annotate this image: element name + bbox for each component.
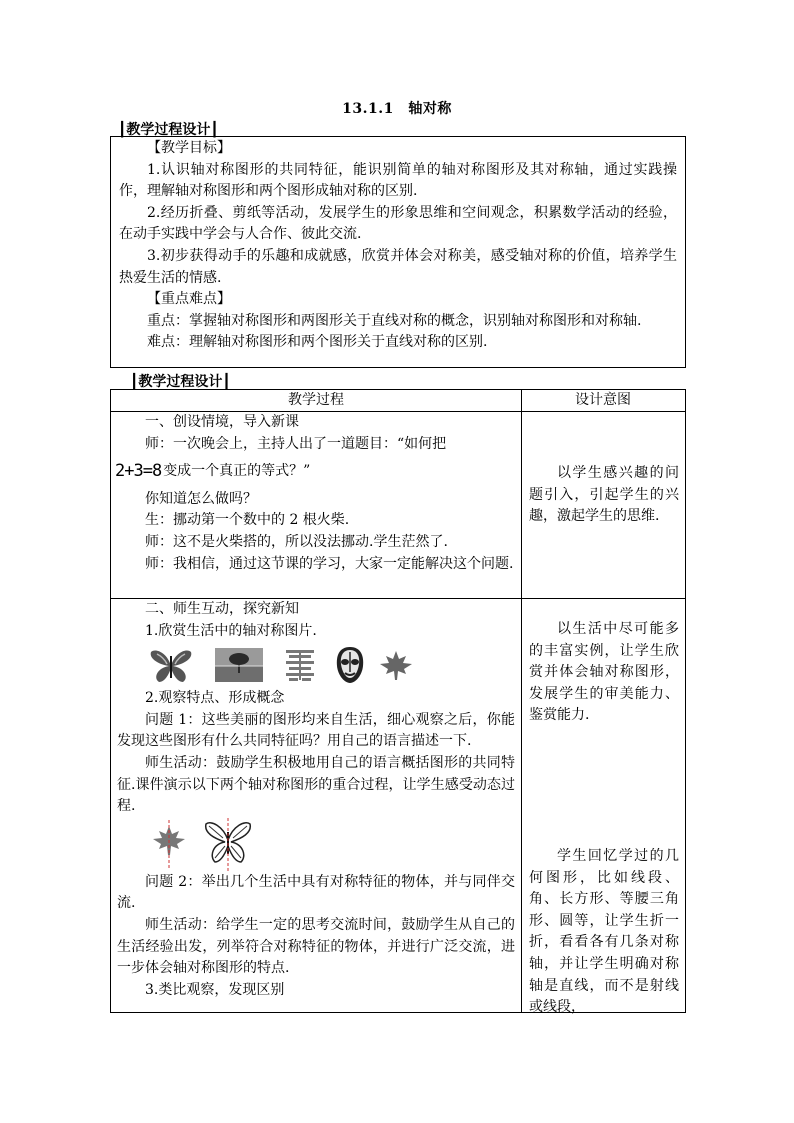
row2-s2: 2.观察特点、形成概念 xyxy=(145,690,285,707)
page-title: 13.1.1 轴对称 xyxy=(342,101,452,117)
objectives-heading: 【教学目标】 xyxy=(147,140,231,156)
section-label-objectives: ┃教学过程设计┃ xyxy=(118,122,219,138)
key-point: 重点：掌握轴对称图形和两图形关于直线对称的概念，识别轴对称图形和对称轴. xyxy=(147,312,642,329)
matchstick-equation: 2+3=8 xyxy=(115,461,162,482)
difficult-point: 难点：理解轴对称图形和两个图形关于直线对称的区别. xyxy=(147,334,488,351)
opera-mask-icon xyxy=(335,646,365,684)
section-label-process: ┃教学过程设计┃ xyxy=(130,374,231,390)
column-divider xyxy=(521,390,522,1012)
row2-intent1-text: 以生活中尽可能多的丰富实例，让学生欣赏并体会轴对称图形，发展学生的审美能力、鉴赏能力. xyxy=(529,621,679,724)
row2-intent-1 xyxy=(529,619,679,727)
row1-p1: 师：一次晚会上，主持人出了一道题目：“如何把 xyxy=(145,435,447,452)
row2-s1: 1.欣赏生活中的轴对称图片. xyxy=(145,622,317,639)
row1-p6: 师：我相信，通过这节课的学习，大家一定能解决这个问题. xyxy=(145,555,514,572)
objective-item-3: 3.初步获得动手的乐趣和成就感，欣赏并体会对称美，感受轴对称的价值，培养学生热爱生活的情感. xyxy=(119,247,677,286)
row2-s3: 3.类比观察，发现区别 xyxy=(145,981,285,998)
row1-intent xyxy=(529,463,679,528)
maple-leaf-icon xyxy=(379,650,413,682)
objectives-box xyxy=(110,136,686,368)
row1-p2: 变成一个真正的等式？” xyxy=(163,463,311,480)
objective-item-1: 1.认识轴对称图形的共同特征，能识别简单的轴对称图形及其对称轴，通过实践操作，理解轴对称图形和两个图形成轴对称的区别. xyxy=(119,161,677,200)
row1-process xyxy=(117,412,515,575)
process-table xyxy=(110,389,686,1016)
symmetric-images-row xyxy=(117,642,515,688)
row2-heading: 二、师生互动，探究新知 xyxy=(145,601,299,617)
row1-equation-line xyxy=(117,461,515,483)
row2-a1: 师生活动：鼓励学生积极地用自己的语言概括图形的共同特征.课件演示以下两个轴对称图形的重合过程，让学生感受动态过程. xyxy=(117,754,515,815)
row2-q2: 问题 2：举出几个生活中具有对称特征的物体，并与同伴交流. xyxy=(117,873,515,912)
row1-p3: 你知道怎么做吗？ xyxy=(145,490,257,507)
row2-q1: 问题 1：这些美丽的图形均来自生活，细心观察之后，你能发现这些图形有什么共同特征吗？用自己的语言描述一下. xyxy=(117,711,515,750)
row1-p4: 生：挪动第一个数中的 2 根火柴. xyxy=(145,512,350,529)
double-happiness-icon xyxy=(283,648,317,682)
key-difficulty-heading: 【重点难点】 xyxy=(147,291,231,308)
header-process: 教学过程 xyxy=(288,392,344,408)
row1-heading: 一、创设情境，导入新课 xyxy=(145,414,299,430)
maple-leaf-axis-icon xyxy=(151,820,187,870)
row1-intent-text: 以学生感兴趣的问题引入，引起学生的兴趣，激起学生的思维. xyxy=(529,465,679,525)
overlap-demo-row xyxy=(117,818,515,872)
row2-process xyxy=(117,599,515,1001)
row2-a2: 师生活动：给学生一定的思考交流时间，鼓励学生从自己的生活经验出发，列举符合对称特征的物体，并进行广泛交流，进一步体会轴对称图形的特点. xyxy=(117,916,515,977)
row2-intent-2 xyxy=(529,846,679,1019)
butterfly-axis-icon xyxy=(203,818,253,872)
header-intent: 设计意图 xyxy=(575,392,631,408)
tree-landscape-icon xyxy=(215,648,263,682)
butterfly-icon xyxy=(149,648,193,684)
objective-item-2: 2.经历折叠、剪纸等活动，发展学生的形象思维和空间观念，积累数学活动的经验，在动手实践中学会与人合作、彼此交流. xyxy=(119,204,677,243)
row2-intent2-text: 学生回忆学过的几何图形，比如线段、角、长方形、等腰三角形、圆等，让学生折一折，看看各有几条对称轴，并让学生明确对称轴是直线，而不是射线或线段， xyxy=(529,848,679,1016)
row1-p5: 师：这不是火柴搭的，所以没法挪动.学生茫然了. xyxy=(145,533,448,550)
